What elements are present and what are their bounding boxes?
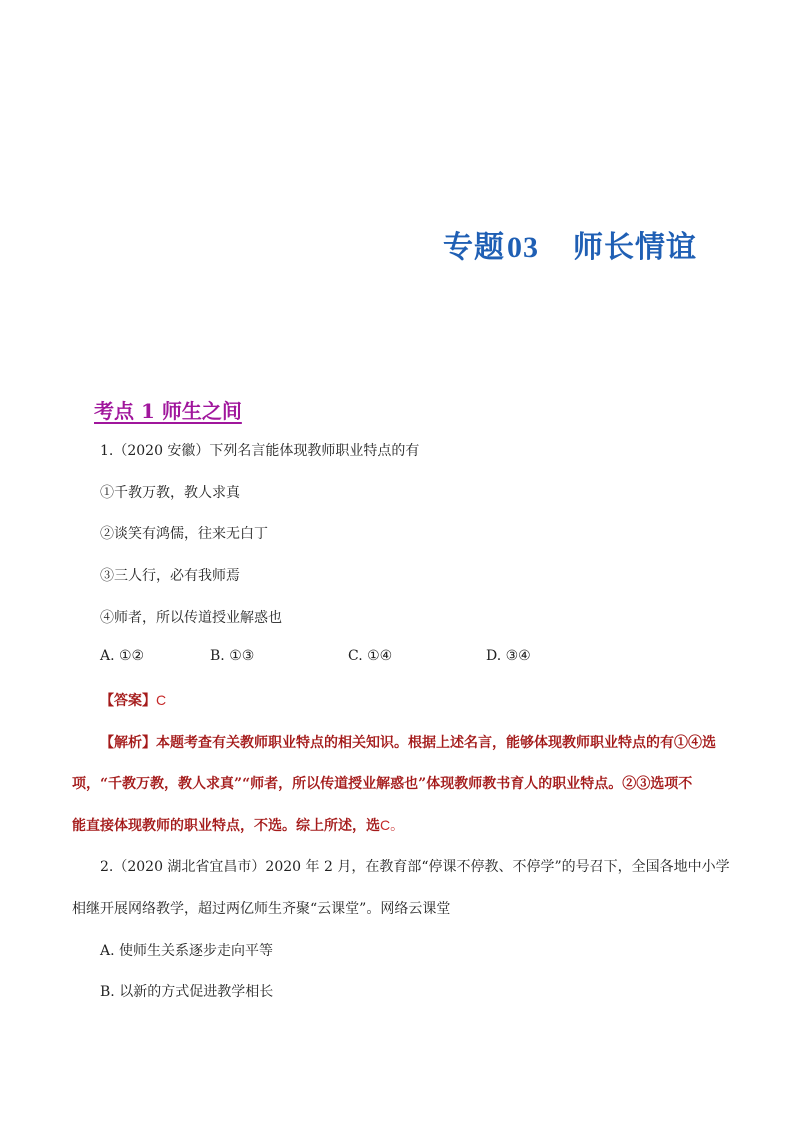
answer-line: [100, 690, 166, 710]
analysis-line-3-text: 能直接体现教师的职业特点，不选。综上所述，选: [72, 818, 380, 834]
question-2-option-a: A. 使师生关系逐步走向平等: [100, 943, 274, 959]
question-1-item-1: ①千教万教，教人求真: [100, 485, 240, 501]
section-heading: 考点 1 师生之间: [94, 399, 242, 423]
answer-label: 【答案】: [100, 693, 156, 709]
question-1-item-4: ④师者，所以传道授业解惑也: [100, 610, 282, 626]
option-b: B. ①③: [210, 648, 255, 664]
title-prefix: 专题: [443, 230, 505, 265]
title-number: 03: [507, 231, 539, 264]
question-1-item-2: ②谈笑有鸿儒，往来无白丁: [100, 526, 268, 542]
question-2-stem-line-1: 2.（2020 湖北省宜昌市）2020 年 2 月，在教育部“停课不停教、不停学”的号召下，全国各地中小学: [100, 859, 730, 875]
option-c: C. ①④: [348, 648, 393, 664]
analysis-line-3: [72, 815, 404, 835]
option-d: D. ③④: [486, 648, 531, 664]
question-1-options: [100, 648, 660, 668]
analysis-line-2: 项，“千教万教，教人求真”“师者，所以传道授业解惑也”体现教师教书育人的职业特点。②③选项不: [72, 776, 693, 792]
answer-value: C: [156, 692, 167, 708]
analysis-line-1: 【解析】本题考查有关教师职业特点的相关知识。根据上述名言，能够体现教师职业特点的有①④选: [100, 735, 716, 751]
title-main: 师长情谊: [573, 230, 697, 265]
option-a: A. ①②: [100, 648, 145, 664]
question-2-stem-line-2: 相继开展网络教学，超过两亿师生齐聚“云课堂”。网络云课堂: [72, 901, 451, 917]
page-title: [443, 222, 697, 266]
question-2-option-b: B. 以新的方式促进教学相长: [100, 984, 274, 1000]
analysis-end: C。: [380, 817, 405, 833]
question-1-item-3: ③三人行，必有我师焉: [100, 568, 240, 584]
question-1-stem: 1.（2020 安徽）下列名言能体现教师职业特点的有: [100, 443, 420, 459]
